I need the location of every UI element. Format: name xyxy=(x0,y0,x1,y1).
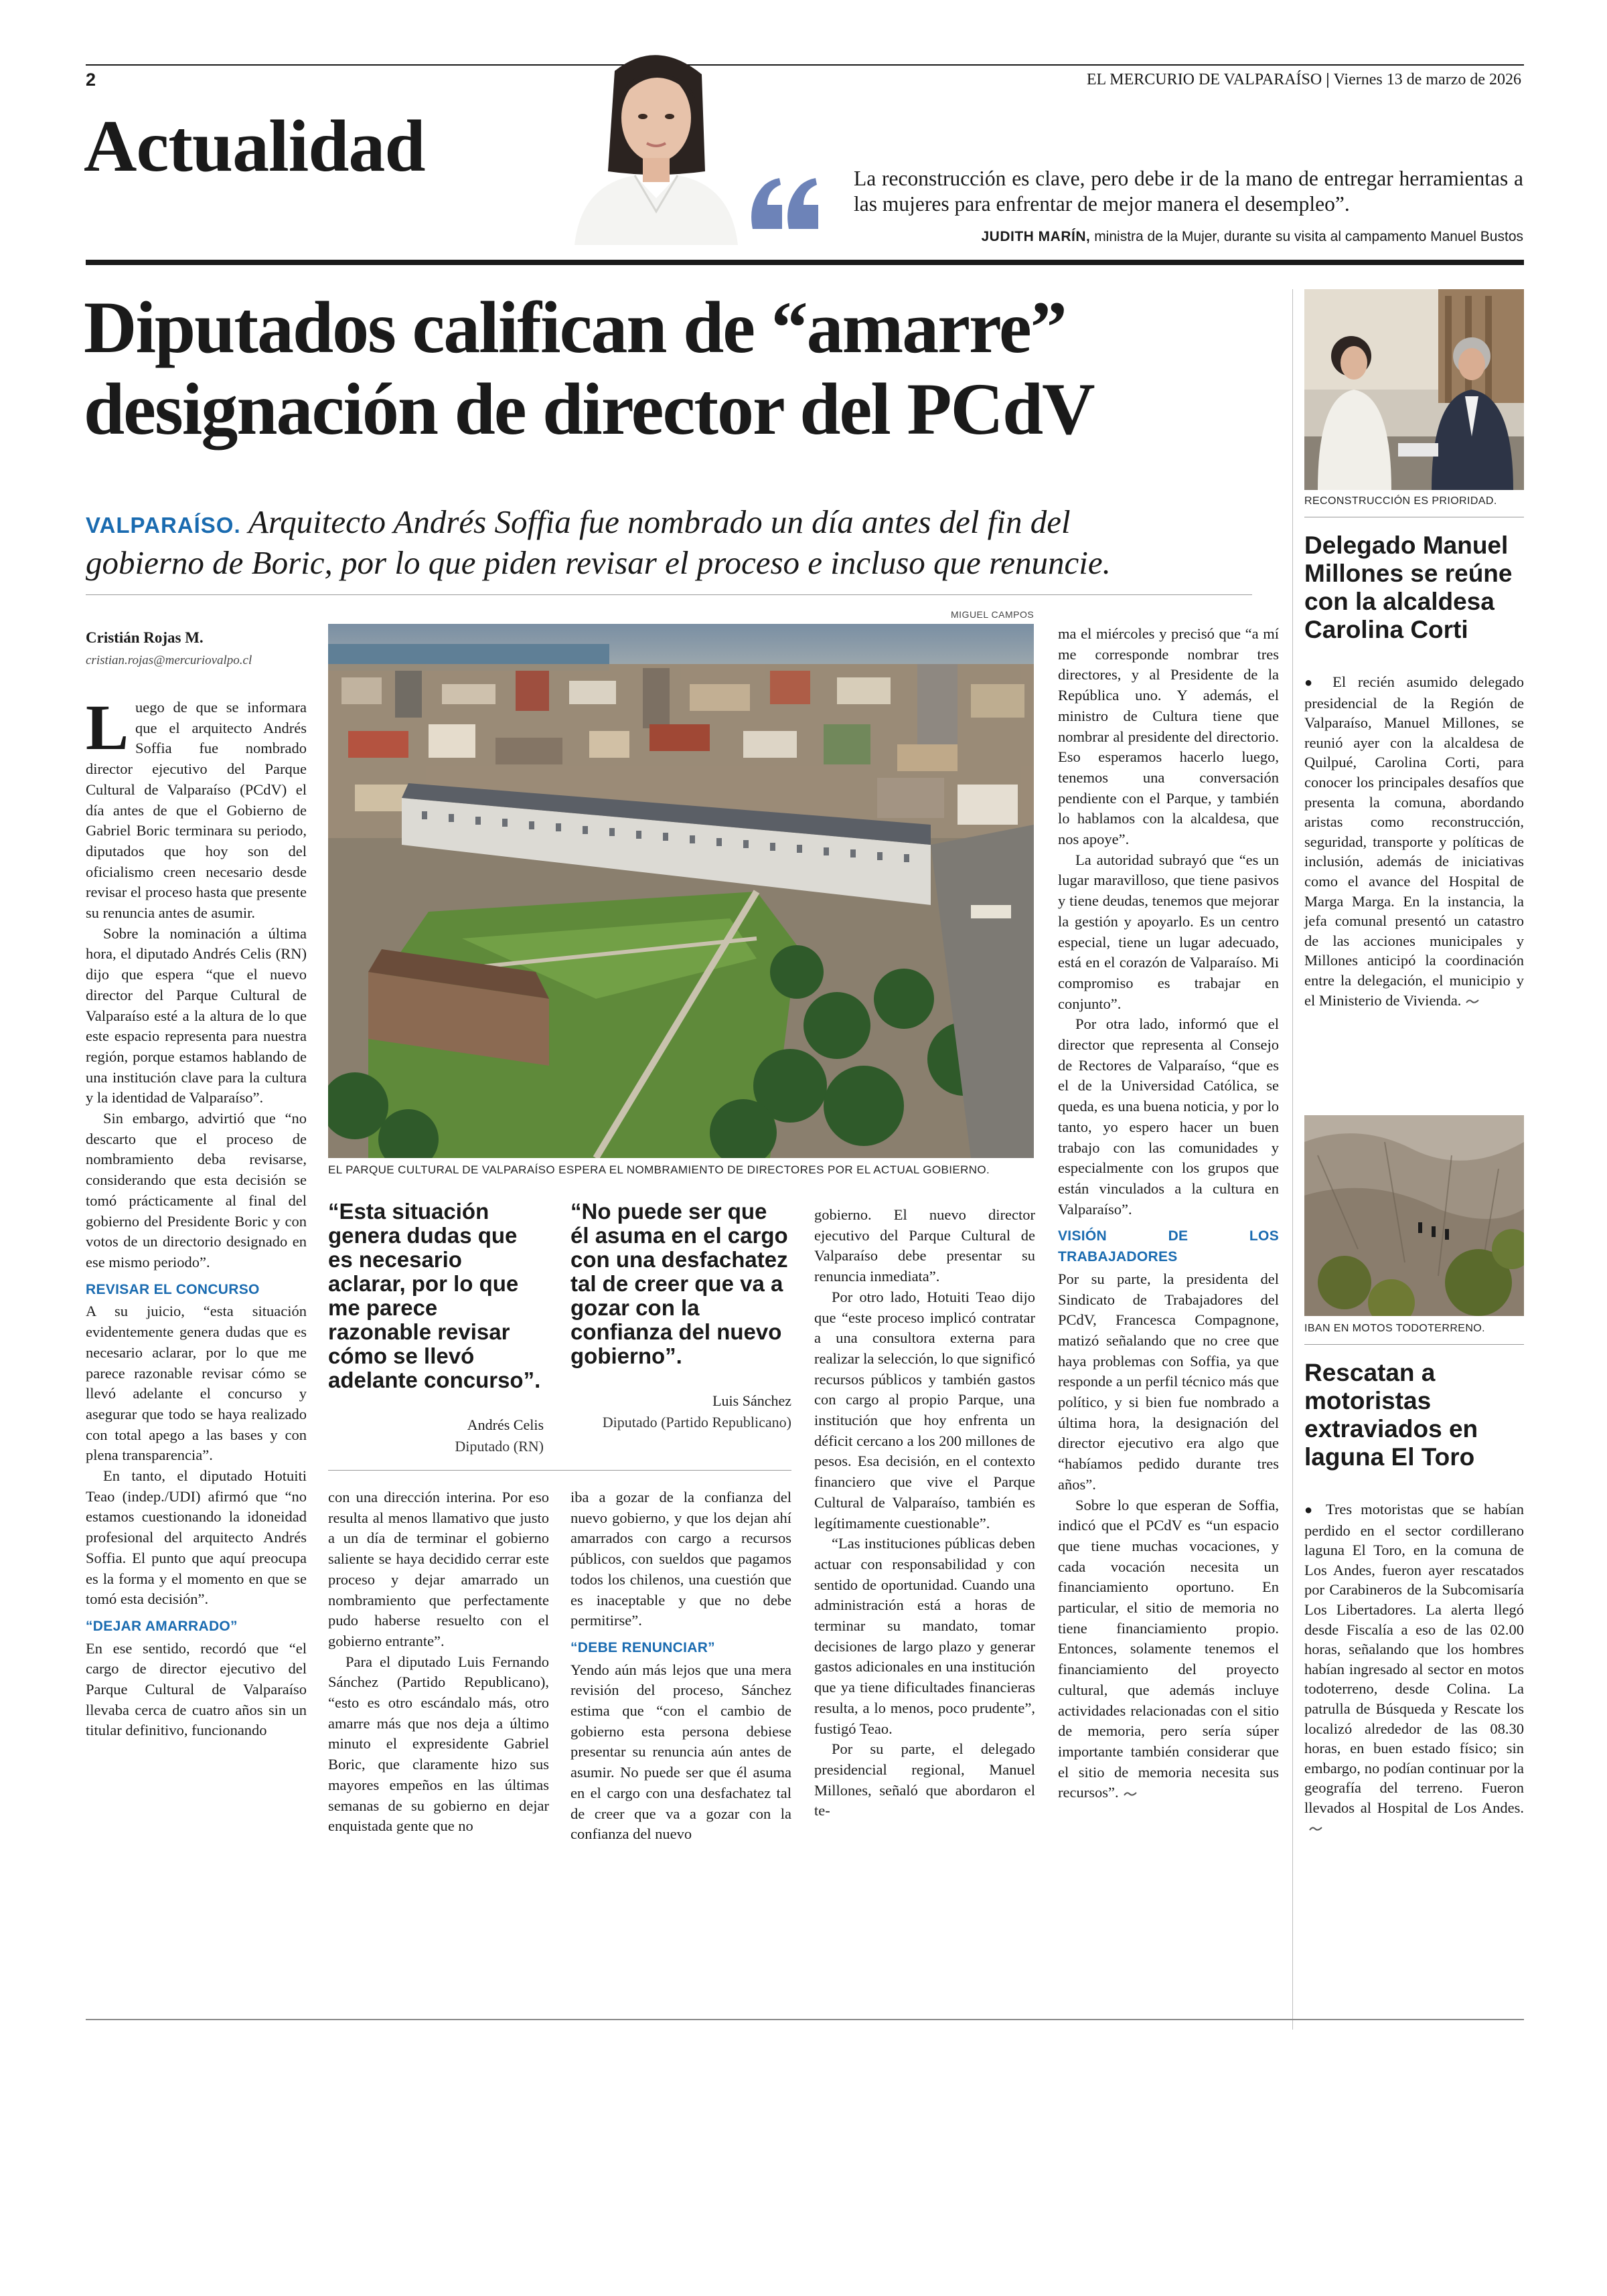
masthead-date: EL MERCURIO DE VALPARAÍSO | Viernes 13 de marzo de 2026 xyxy=(1086,71,1521,88)
article-column-4 xyxy=(814,1205,1035,1821)
pull-quote-sanchez xyxy=(570,1200,791,1431)
article-column-5 xyxy=(1058,624,1279,1803)
main-photo-parque-cultural xyxy=(328,624,1034,1158)
lead-place: VALPARAÍSO. xyxy=(86,513,241,538)
end-mark-icon xyxy=(1465,997,1480,1005)
paragraph: ma el miércoles y precisó que “a mí me corresponde nombrar tres directores, y al Presidente de la República uno. Y además, el ministro de Cultura tiene que nombrar al presidente del directorio. Eso esperamos hacerlo luego, tenemos una conversación pendiente con el Parque, y también lo hablamos con la alcaldesa, que nos apoye”. xyxy=(1058,625,1279,848)
section-title: Actualidad xyxy=(84,105,425,187)
end-mark-icon xyxy=(1123,1790,1138,1798)
header-thick-rule xyxy=(86,260,1524,265)
lead-rule xyxy=(86,594,1252,595)
byline-name: Cristián Rojas M. xyxy=(86,629,204,646)
paragraph: Sobre la nominación a última hora, el diputado Andrés Celis (RN) dijo que espera “que el nuevo director del Parque Cultural de Valparaíso esté a la altura de lo que este espacio representa para nuestra región, porque estamos hablando de una institución clave para la cultura y la identidad de Valparaíso”. xyxy=(86,924,307,1106)
lead xyxy=(86,503,1264,582)
top-quote-author: JUDITH MARÍN, xyxy=(981,229,1091,244)
pull-quote-text: “Esta situación genera dudas que es necesario aclarar, por lo que me parece razonable revisar cómo se llevó adelante concurso”. xyxy=(328,1199,541,1392)
lead-line-1: Arquitecto Andrés Soffia fue nombrado un día antes del fin del xyxy=(248,503,1071,540)
paragraph: Sobre lo que esperan de Soffia, indicó que el PCdV es “un espacio que tiene muchas vocaciones, y cada vocación necesita un financiamiento oportuno. En particular, el sitio de memoria no tiene financiamiento propio. Entonces, solamente tenemos el financiamiento del proyecto cultural, que además incluye actividades relacionadas con el sitio de memoria, pero sería súper importante también considerar que el sitio de memoria necesita sus recursos”. xyxy=(1058,1496,1279,1801)
sidebar-photo-reunion xyxy=(1304,289,1524,490)
dropcap: L xyxy=(86,691,129,763)
article-column-2 xyxy=(328,1487,549,1837)
subhead-debe-renunciar: “DEBE RENUNCIAR” xyxy=(570,1639,715,1655)
paragraph: gobierno. El nuevo director ejecutivo del Parque Cultural de Valparaíso debe presentar su renuncia inmediata”. xyxy=(814,1206,1035,1285)
lead-line-2: gobierno de Boric, por lo que piden revisar el proceso e incluso que renuncie. xyxy=(86,544,1111,581)
paragraph: Yendo aún más lejos que una mera revisión del proceso, Sánchez estima que “con el cambio de gobierno esta persona debiese presentar su renuncia aún antes de asumir. No puede ser que él asuma en el cargo con una desfachatez tal de creer que va a gozar con la confianza del nuevo xyxy=(570,1661,791,1843)
pull-quote-role: Diputado (RN) xyxy=(455,1438,544,1455)
top-quote-text: La reconstrucción es clave, pero debe ir de la mano de entregar herramientas a las mujeres para enfrentar de mejor manera el desempleo”. xyxy=(854,167,1523,216)
paragraph: Por otro lado, Hotuiti Teao dijo que “este proceso implicó contratar a una consultora externa para realizar la selección, lo que significó recursos públicos y también gastos con cargo al propio Parque, una institución que hoy enfrenta un déficit cercano a los 200 millones de pesos. Esa decisión, en el contexto financiero que vive el Parque Cultural de Valparaíso, también es legítimamente cuestionable”. xyxy=(814,1288,1035,1532)
top-quote-role: ministra de la Mujer, durante su visita al campamento Manuel Bustos xyxy=(1094,229,1523,244)
pull-quote-text: “No puede ser que él asuma en el cargo con una desfachatez tal de creer que va a gozar con la confianza del nuevo gobierno”. xyxy=(570,1199,788,1368)
paragraph: Por otra lado, informó que el director que representa al Consejo de Rectores de Valparaíso, “que es el de la Universidad Católica, se queda, es una buena noticia, y por lo tanto, yo espero hacer un buen trabajo con las comunidades y especialmente con los grupos que están vinculados a la cultura en Valparaíso”. xyxy=(1058,1015,1279,1218)
sidebar-story2-title: Rescatan a motoristas extraviados en laguna El Toro xyxy=(1304,1359,1478,1471)
sidebar-story1-text: ● El recién asumido delegado presidencial de la Región de Valparaíso, Manuel Millones, se reunió ayer con la alcaldesa de Quilpué, Carolina Corti, para conocer los principales desafíos que presenta la comuna, abordando aristas como reconstrucción, seguridad, transporte y políticas de inclusión, además de iniciativas como el avance del Hospital de Marga Marga. En la instancia, la jefa comunal presentó un catastro de las acciones municipales y Millones anticipó la coordinación entre la delegación, el municipio y el Ministerio de Vivienda. xyxy=(1304,673,1524,1009)
headline xyxy=(84,286,1276,450)
sidebar-story1-caption: RECONSTRUCCIÓN ES PRIORIDAD. xyxy=(1304,495,1497,507)
sidebar-story1-title: Delegado Manuel Millones se reúne con la alcaldesa Carolina Corti xyxy=(1304,531,1513,643)
paragraph: La autoridad subrayó que “es un lugar maravilloso, que tiene pasivos y tiene deudas, tenemos que mejorar la gestión y apoyarlo. Es un centro especial, tiene un lugar adecuado, está en el corazón de Valparaíso. Mi compromiso es trabajar en conjunto”. xyxy=(1058,851,1279,1012)
subhead-revisar-concurso: REVISAR EL CONCURSO xyxy=(86,1281,260,1297)
paragraph: En tanto, el diputado Hotuiti Teao (indep./UDI) afirmó que “no estamos cuestionando la idoneidad profesional del arquitecto Andrés Soffia. El punto que aquí preocupa es la forma y el momento en que se tomó esta decisión”. xyxy=(86,1467,307,1608)
paragraph: En ese sentido, recordó que “el cargo de director ejecutivo del Parque Cultural de Valparaíso llevaba cerca de cuatro años sin un titular definitivo, funcionando xyxy=(86,1639,307,1739)
photo-credit: MIGUEL CAMPOS xyxy=(951,609,1035,620)
paragraph: Sin embargo, advirtió que “no descarto que el proceso de nombramiento deba revisarse, considerando que esta decisión se tomó prácticamente al final del gobierno del Presidente Boric y con votos de un directorio designado en ese mismo periodo”. xyxy=(86,1110,307,1270)
top-quote-attribution xyxy=(982,229,1524,245)
quote-mark-icon xyxy=(745,155,825,242)
page-number: 2 xyxy=(86,70,96,90)
pull-quote-name: Andrés Celis xyxy=(467,1416,544,1433)
sidebar-story2-text: ● Tres motoristas que se habían perdido en el sector cordillerano laguna El Toro, en la comuna de Los Andes, fueron ayer rescatados por Carabineros de la Subcomisaría Los Libertadores. La alerta llegó desde Fiscalía a eso de las 02.00 horas, señalando que los hombres habían ingresado al sector en motos todoterreno, desde Colina. La patrulla de Búsqueda y Rescate los localizó alrededor de las 08.30 horas, en buen estado físico; sin embargo, no podían continuar por la geografía del terreno. Fueron llevados al Hospital de Los Andes. xyxy=(1304,1499,1524,1837)
article-column-1 xyxy=(86,691,307,1741)
byline-email: cristian.rojas@mercuriovalpo.cl xyxy=(86,653,252,667)
main-photo-caption: EL PARQUE CULTURAL DE VALPARAÍSO ESPERA EL NOMBRAMIENTO DE DIRECTORES POR EL ACTUAL GOBIERNO. xyxy=(328,1163,990,1176)
paragraph: A su juicio, “esta situación evidentemente genera dudas que es necesario aclarar, por lo que me parece razonable revisar cómo se llevó adelante el concurso y asegurar que todo se haya realizado con total apego a las bases y con plena transparencia”. xyxy=(86,1303,307,1464)
masthead: EL MERCURIO DE VALPARAÍSO xyxy=(1086,71,1322,88)
subhead-dejar-amarrado: “DEJAR AMARRADO” xyxy=(86,1618,238,1634)
paragraph: “Las instituciones públicas deben actuar con responsabilidad y con sentido de oportunidad. Cuando una administración está a horas de terminar su mandato, tomar decisiones de largo plazo y generar gastos adicionales en una institución que ya tiene dificultades financieras resulta, a lo menos, poco prudente”, fustigó Teao. xyxy=(814,1535,1035,1737)
portrait-judith-marin xyxy=(568,44,745,245)
sidebar-divider xyxy=(1292,289,1293,2030)
pull-quote-name: Luis Sánchez xyxy=(712,1392,791,1409)
end-mark-icon xyxy=(1308,1825,1323,1833)
headline-line-1: Diputados califican de “amarre” xyxy=(84,286,1066,368)
paragraph: iba a gozar de la confianza del nuevo gobierno, y que los dejan ahí amarrados con cargo a recursos públicos, con sueldos que pagamos todos los chilenos, una cuestión que es inaceptable y que no debe permitirse”. xyxy=(570,1489,791,1629)
sidebar-story2-caption: IBAN EN MOTOS TODOTERRENO. xyxy=(1304,1323,1485,1334)
pull-quote-celis xyxy=(328,1200,544,1455)
pull-quote-role: Diputado (Partido Republicano) xyxy=(602,1414,791,1430)
paragraph: con una dirección interina. Por eso resulta al menos llamativo que justo a un día de terminar el gobierno saliente se haya decidido cerrar este proceso y dejar amarrado un nombramiento que perfectamente pudo haberse resuelto con el gobierno entrante”. xyxy=(328,1489,549,1649)
quotes-rule xyxy=(328,1470,791,1471)
paragraph: Luego de que se informara que el arquitecto Andrés Soffia fue nombrado director ejecutivo del Parque Cultural de Valparaíso (PCdV) el día antes de que el Gobierno de Gabriel Boric terminara su periodo, diputados que hoy son del oficialismo creen necesario desde revisar el proceso hasta que presente su renuncia antes de asumir. xyxy=(86,691,307,922)
headline-line-2: designación de director del PCdV xyxy=(84,368,1094,450)
subhead-vision-trabajadores: VISIÓN DE LOS TRABAJADORES xyxy=(1058,1228,1279,1265)
paragraph: Por su parte, el delegado presidencial regional, Manuel Millones, señaló que abordaron el te- xyxy=(814,1740,1035,1819)
paragraph: Por su parte, la presidenta del Sindicato de Trabajadores del PCdV, Francesca Compagnone, matizó señalando que no cree que haya problemas con Soffia, ya que responde a un perfil técnico más que político, y si bien fue nombrado a última hora, la designación del director ejecutivo era algo que “habíamos pedido durante tres años”. xyxy=(1058,1270,1279,1493)
issue-date: Viernes 13 de marzo de 2026 xyxy=(1333,71,1521,88)
paragraph: Para el diputado Luis Fernando Sánchez (Partido Republicano), “esto es otro escándalo más, otro amarre más que nos deja a último minuto el expresidente Gabriel Boric, que claramente hizo sus mayores empeños en las últimas semanas de su gobierno en dejar enquistada gente que no xyxy=(328,1653,549,1835)
article-column-3 xyxy=(570,1487,791,1845)
bottom-rule xyxy=(86,2019,1524,2020)
sidebar-rule xyxy=(1304,1344,1524,1345)
sidebar-photo-rescate xyxy=(1304,1115,1524,1316)
top-rule xyxy=(86,64,1524,66)
